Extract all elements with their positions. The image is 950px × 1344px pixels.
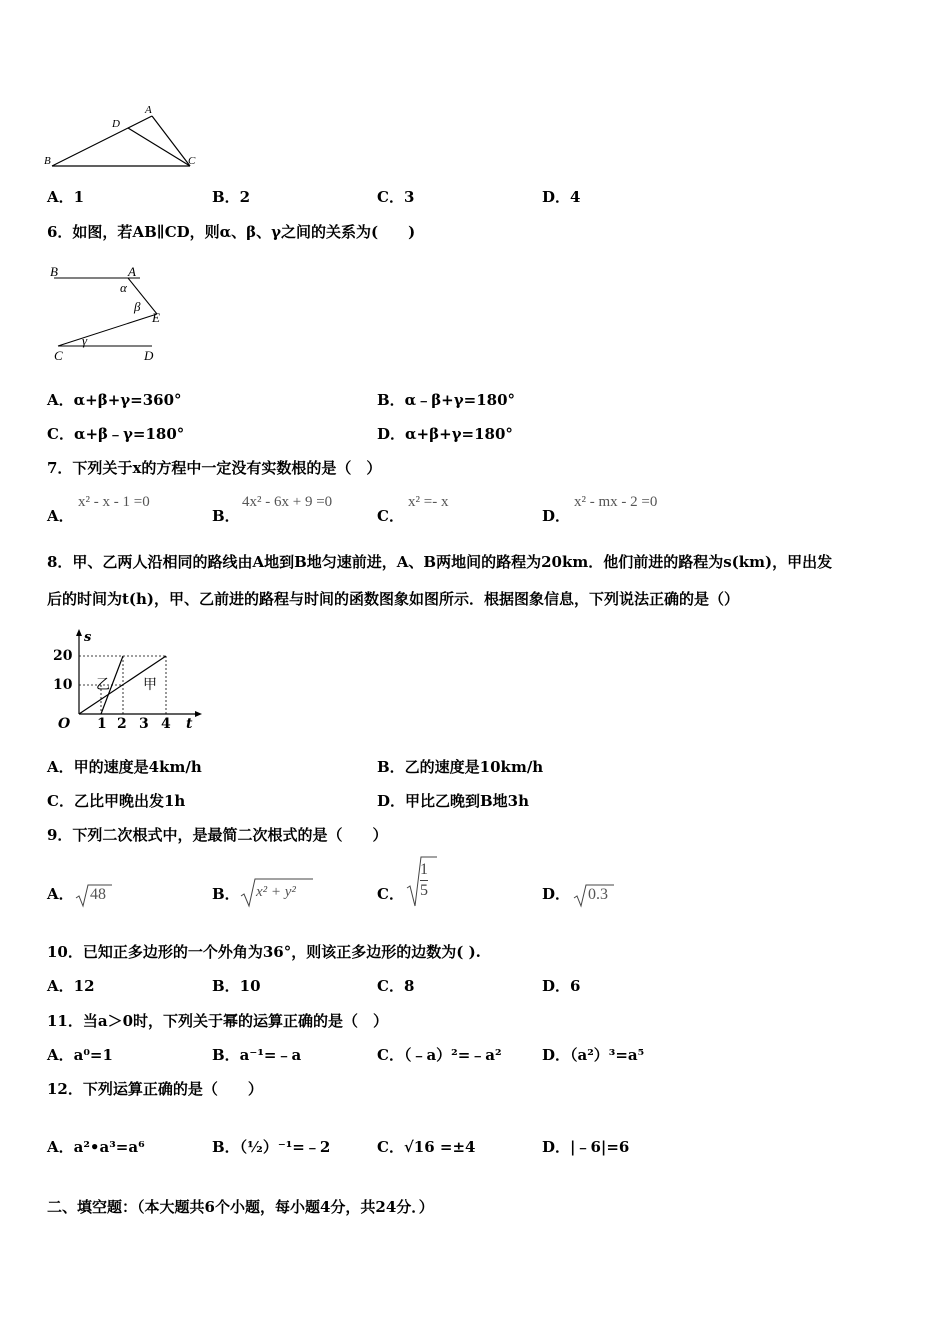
fraction-c-denominator: 5 [420,882,428,899]
q5-option-b[interactable]: B．2 [212,188,251,206]
fraction-c-numerator: 1 [420,860,428,881]
q6-stem: 6．如图，若AB∥CD，则α、β、γ之间的关系为( ) [47,223,416,241]
q6-option-b[interactable]: B．α﹣β+γ=180° [377,391,516,409]
q7-option-d[interactable]: D． [542,507,571,525]
label-c6: C [54,348,63,363]
graph-x-axis-label: t [186,716,193,732]
q7-option-a[interactable]: A． [47,507,74,525]
label-beta: β [134,299,141,314]
q9-stem: 9．下列二次根式中，是最简二次根式的是（ ） [47,826,388,844]
q12-stem: 12．下列运算正确的是（ ） [47,1080,263,1098]
q11-option-b[interactable]: B．a⁻¹=﹣a [212,1046,302,1064]
q7-equation-c: x² =- x [408,494,449,510]
graph-origin-label: O [58,716,71,732]
q7-equation-b: 4x² - 6x + 9 =0 [242,494,333,510]
q11-option-d[interactable]: D．（a²）³=a⁵ [542,1046,645,1064]
q12-option-c[interactable]: C．√16 =±4 [377,1138,476,1156]
q7-equation-a: x² - x - 1 =0 [78,494,150,510]
label-alpha: α [120,280,127,295]
label-b6: B [50,264,58,279]
q7-stem: 7．下列关于x的方程中一定没有实数根的是（ ） [47,459,382,477]
graph-x-tick-1: 1 [97,716,107,732]
q7-equation-d: x² - mx - 2 =0 [574,494,658,510]
label-gamma: γ [82,333,88,348]
q8-stem-line1: 8．甲、乙两人沿相同的路线由A地到B地匀速前进，A、B两地间的路程为20km．他们前进的路程为s(km)，甲出发 [47,553,833,571]
graph-x-tick-2: 2 [117,716,127,732]
q6-option-a[interactable]: A．α+β+γ=360° [47,391,182,409]
q5-option-d[interactable]: D．4 [542,188,581,206]
label-a: A [145,104,152,116]
q12-option-a[interactable]: A．a²•a³=a⁶ [47,1138,145,1156]
q7-option-c[interactable]: C． [377,507,404,525]
q6-option-c[interactable]: C．α+β﹣γ=180° [47,425,185,443]
q8-option-a[interactable]: A．甲的速度是4km/h [47,758,202,776]
q5-option-a[interactable]: A．1 [47,188,85,206]
q12-option-b[interactable]: B．（½）⁻¹=﹣2 [212,1138,331,1156]
q11-option-a[interactable]: A．a⁰=1 [47,1046,113,1064]
q10-option-c[interactable]: C．8 [377,977,415,995]
graph-label-yi: 乙 [96,677,110,693]
graph-x-tick-4: 4 [161,716,171,732]
q12-option-d[interactable]: D．|﹣6|=6 [542,1138,630,1156]
q8-option-c[interactable]: C．乙比甲晚出发1h [47,792,186,810]
q9-option-a[interactable]: A． [47,885,74,903]
q8-option-d[interactable]: D．甲比乙晚到B地3h [377,792,530,810]
q10-option-a[interactable]: A．12 [47,977,95,995]
graph-y-tick-10: 10 [53,677,73,693]
radicand-b: x² + y² [256,884,296,900]
q9-option-b[interactable]: B． [212,885,240,903]
q8-option-b[interactable]: B．乙的速度是10km/h [377,758,544,776]
graph-y-axis-label: s [84,630,92,645]
graph-y-tick-20: 20 [53,648,73,664]
q10-option-d[interactable]: D．6 [542,977,581,995]
q11-stem: 11．当a＞0时，下列关于幂的运算正确的是（ ） [47,1012,389,1030]
radicand-d: 0.3 [588,886,608,903]
fraction-c [420,860,428,901]
q11-option-c[interactable]: C．（﹣a）²=﹣a² [377,1046,502,1064]
section-heading: 二、填空题：（本大题共6个小题，每小题4分，共24分．） [47,1198,434,1216]
graph-label-jia: 甲 [143,677,157,693]
q6-option-d[interactable]: D．α+β+γ=180° [377,425,513,443]
radicand-a: 48 [90,886,106,903]
triangle-figure [40,104,210,174]
graph-x-tick-3: 3 [139,716,149,732]
label-d: D [112,118,120,130]
label-b: B [44,155,51,167]
q9-option-d[interactable]: D． [542,885,571,903]
label-d6: D [144,348,154,363]
q5-option-c[interactable]: C．3 [377,188,415,206]
q8-stem-line2: 后的时间为t(h)，甲、乙前进的路程与时间的函数图象如图所示．根据图象信息，下列说法正确的是（） [47,590,740,608]
label-a6: A [128,264,136,279]
label-e: E [152,310,160,325]
q7-option-b[interactable]: B． [212,507,240,525]
parallel-lines-figure [44,262,184,372]
label-c: C [188,155,196,167]
q10-stem: 10．已知正多边形的一个外角为36°，则该正多边形的边数为( ). [47,943,481,961]
q10-option-b[interactable]: B．10 [212,977,261,995]
q9-option-c[interactable]: C． [377,885,404,903]
